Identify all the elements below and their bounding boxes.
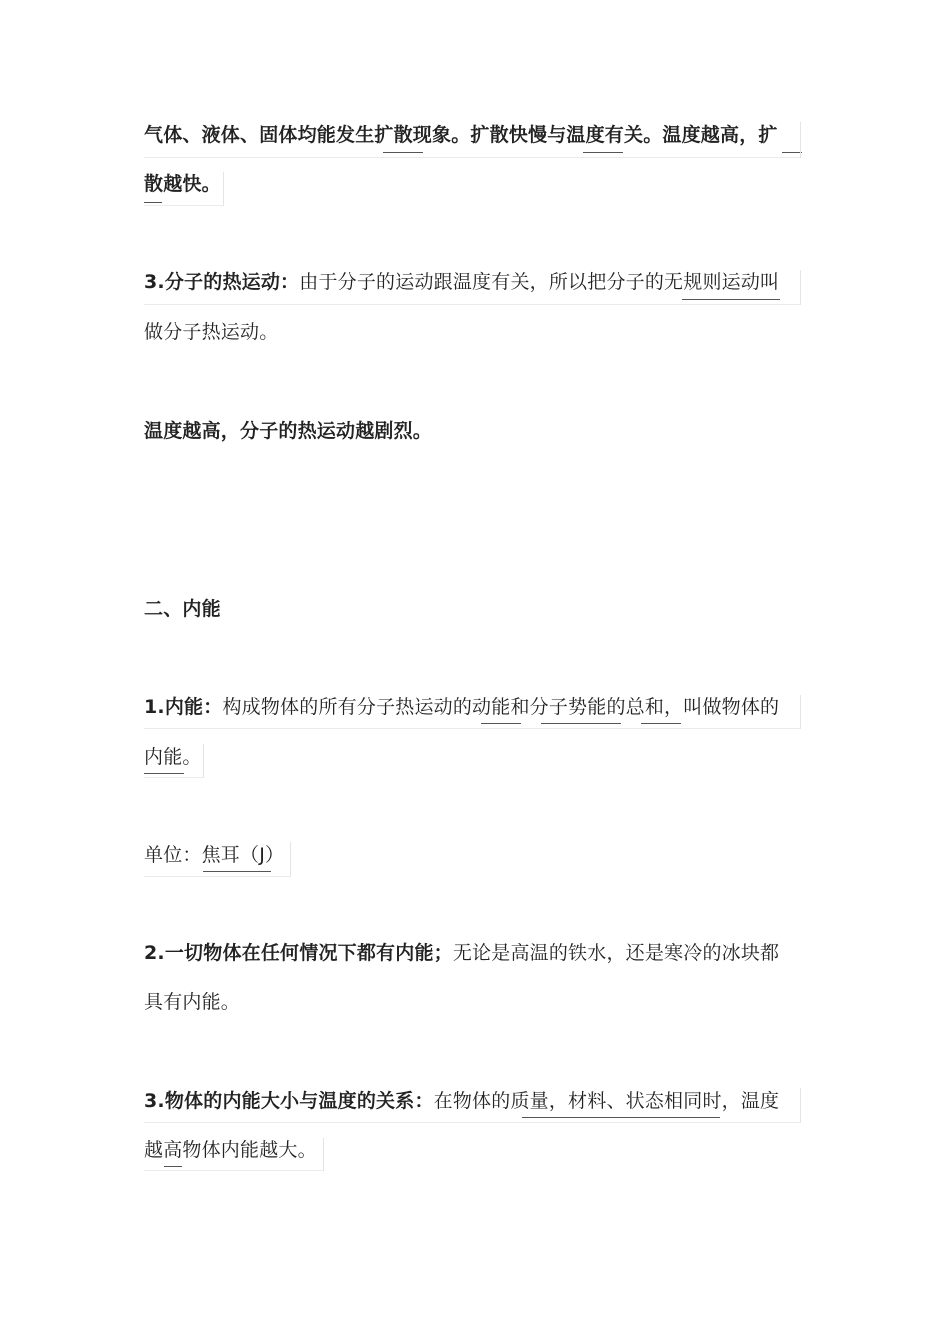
thermal-motion-label: 3.分子的热运动：	[144, 271, 300, 293]
underline-mark	[144, 773, 184, 774]
line-rule-edge	[800, 122, 801, 158]
line-rule	[144, 728, 801, 729]
internal-energy-def-line-2: 内能。	[144, 746, 202, 768]
unit-label: 单位：	[144, 844, 202, 866]
underline-mark	[383, 152, 423, 153]
underline-mark	[144, 202, 162, 203]
point2-label: 2.一切物体在任何情况下都有内能；	[144, 942, 453, 964]
underline-mark	[164, 1166, 182, 1167]
point3-text: 在物体的质量，材料、状态相同时，温度	[433, 1090, 780, 1112]
line-rule	[144, 876, 291, 877]
section-heading: 二、内能	[144, 598, 221, 620]
line-rule-edge	[800, 695, 801, 729]
point3-line-1	[144, 1088, 779, 1114]
point2-line-2: 具有内能。	[144, 991, 241, 1013]
diffusion-text-line-2: 散越快。	[144, 173, 221, 195]
line-rule	[144, 157, 801, 158]
point2-line-1	[144, 940, 779, 966]
line-rule	[144, 777, 204, 778]
temperature-statement: 温度越高，分子的热运动越剧烈。	[144, 420, 433, 442]
underline-mark	[782, 152, 802, 153]
line-rule-edge	[203, 744, 204, 778]
line-rule-edge	[800, 1088, 801, 1123]
line-rule-edge	[323, 1138, 324, 1171]
underline-mark	[583, 152, 623, 153]
underline-mark	[203, 871, 271, 872]
point3-label: 3.物体的内能大小与温度的关系：	[144, 1090, 434, 1112]
thermal-motion-line-2: 做分子热运动。	[144, 321, 279, 343]
line-rule	[144, 1170, 324, 1171]
underline-mark	[641, 723, 681, 724]
point2-text: 无论是高温的铁水，还是寒冷的冰块都	[452, 942, 780, 964]
line-rule	[144, 304, 801, 305]
underline-mark	[481, 723, 521, 724]
point3-line-2: 越高物体内能越大。	[144, 1139, 317, 1161]
internal-energy-def-line-1	[144, 694, 779, 720]
internal-energy-label: 1.内能：	[144, 696, 223, 718]
underline-mark	[522, 1117, 720, 1118]
diffusion-text-line-1: 气体、液体、固体均能发生扩散现象。扩散快慢与温度有关。温度越高，扩	[144, 124, 778, 146]
line-rule	[144, 205, 224, 206]
line-rule	[144, 1122, 801, 1123]
line-rule-edge	[223, 172, 224, 206]
thermal-motion-text: 由于分子的运动跟温度有关，所以把分子的无规则运动叫	[299, 271, 780, 293]
unit-line	[144, 842, 284, 868]
line-rule-edge	[290, 842, 291, 877]
underline-mark	[682, 299, 780, 300]
internal-energy-text: 构成物体的所有分子热运动的动能和分子势能的总和，叫做物体的	[222, 696, 780, 718]
underline-mark	[541, 723, 621, 724]
thermal-motion-line-1	[144, 269, 779, 295]
line-rule-edge	[800, 270, 801, 305]
unit-value: 焦耳（J）	[201, 844, 285, 866]
